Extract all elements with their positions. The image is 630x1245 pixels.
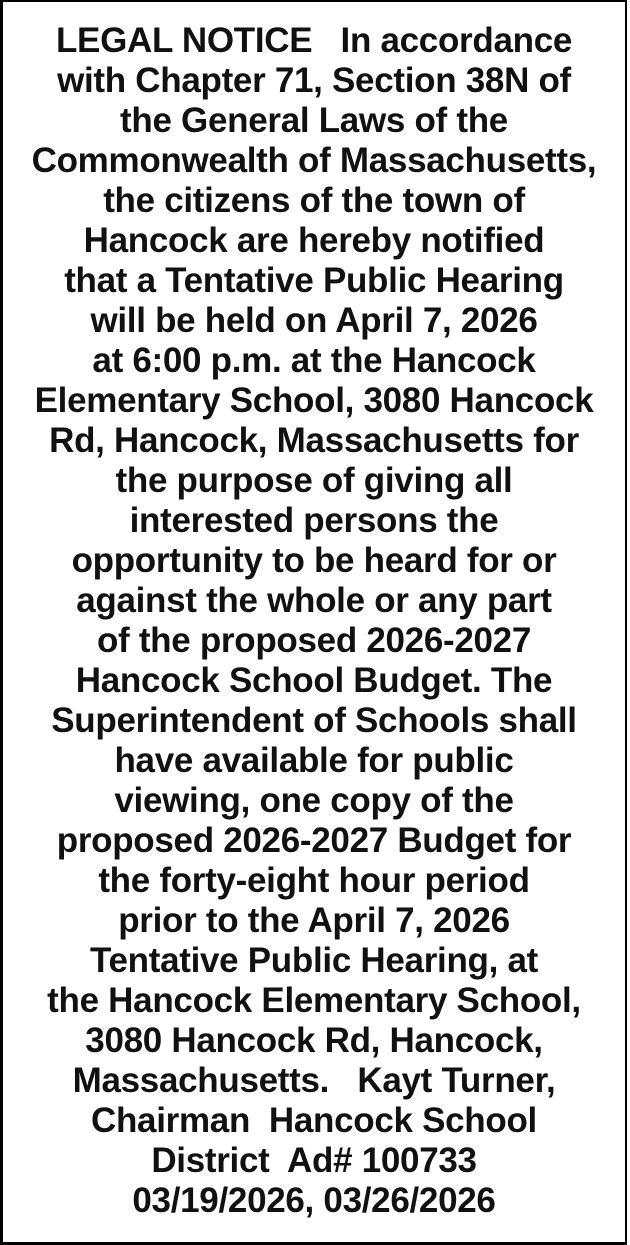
- notice-line: 03/19/2026, 03/26/2026: [132, 1181, 496, 1220]
- notice-line: the General Laws of the: [120, 101, 508, 140]
- notice-line: with Chapter 71, Section 38N of: [57, 61, 571, 100]
- notice-line: that a Tentative Public Hearing: [64, 261, 564, 300]
- notice-line: will be held on April 7, 2026: [90, 301, 538, 340]
- notice-line: prior to the April 7, 2026: [118, 901, 510, 940]
- notice-line: interested persons the: [129, 501, 499, 540]
- notice-line: opportunity to be heard for or: [71, 541, 557, 580]
- notice-line: Chairman Hancock School: [91, 1101, 537, 1140]
- notice-line: have available for public: [114, 741, 514, 780]
- notice-line: LEGAL NOTICE In accordance: [55, 21, 573, 60]
- notice-line: Elementary School, 3080 Hancock: [34, 381, 594, 420]
- notice-line: at 6:00 p.m. at the Hancock: [92, 341, 536, 380]
- notice-line: of the proposed 2026-2027: [96, 621, 532, 660]
- notice-line: Hancock are hereby notified: [83, 221, 545, 260]
- notice-body: [3, 2, 625, 1221]
- notice-line: Massachusetts. Kayt Turner,: [72, 1061, 556, 1100]
- notice-line: the purpose of giving all: [115, 461, 513, 500]
- notice-line: Tentative Public Hearing, at: [89, 941, 538, 980]
- notice-line: 3080 Hancock Rd, Hancock,: [85, 1021, 543, 1060]
- notice-line: Commonwealth of Massachusetts,: [31, 141, 597, 180]
- notice-line: the forty-eight hour period: [98, 861, 530, 900]
- notice-line: District Ad# 100733: [151, 1141, 477, 1180]
- notice-line: viewing, one copy of the: [114, 781, 514, 820]
- notice-line: against the whole or any part: [76, 581, 552, 620]
- notice-line: the citizens of the town of: [103, 181, 525, 220]
- notice-line: Superintendent of Schools shall: [51, 701, 577, 740]
- notice-line: proposed 2026-2027 Budget for: [56, 821, 572, 860]
- notice-line: the Hancock Elementary School,: [47, 981, 581, 1020]
- notice-line: Rd, Hancock, Massachusetts for: [49, 421, 579, 460]
- notice-line: Hancock School Budget. The: [75, 661, 553, 700]
